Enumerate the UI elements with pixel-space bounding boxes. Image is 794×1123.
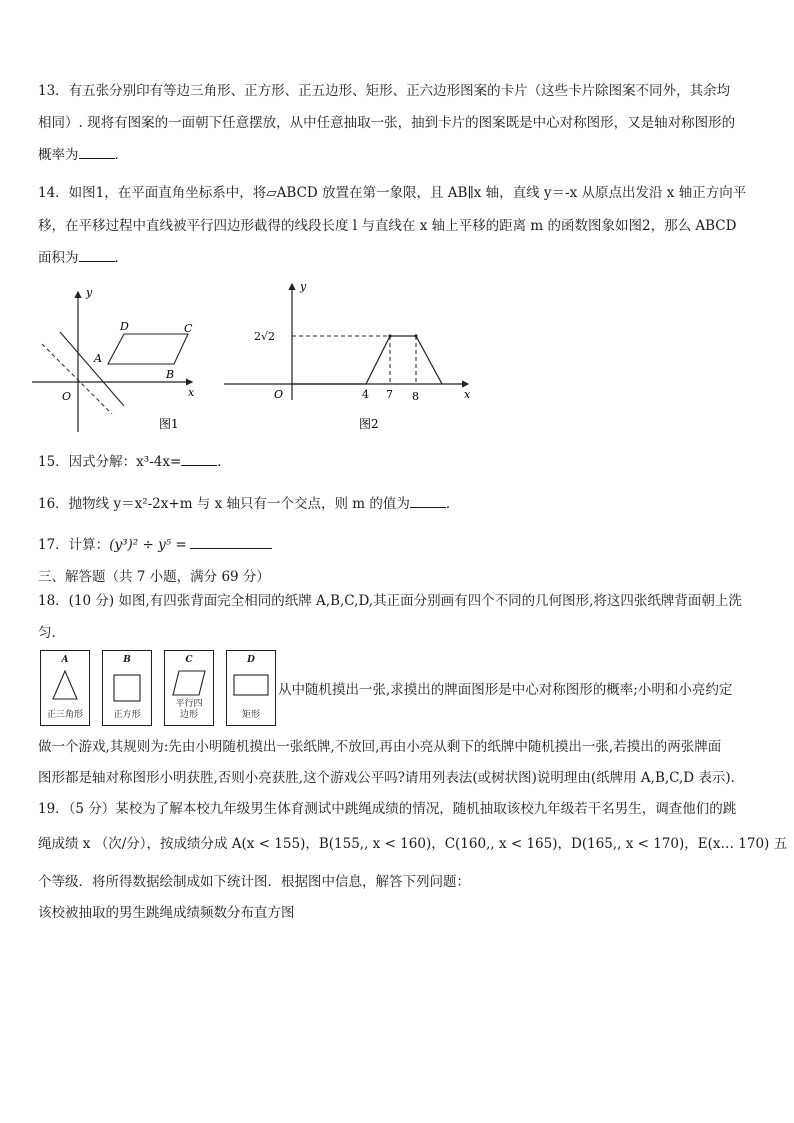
- q19-line2: 绳成绩 x （次/分），按成绩分成 A(x < 155)，B(155,, x < 160)，C(160,, x < 165)，D(165,, x < 170)，E(x… 170) 五: [38, 836, 788, 852]
- card-b-name: 正方形: [113, 710, 141, 720]
- fig1-label-o: O: [62, 390, 72, 403]
- q15-pre: 15．因式分解：x³-4x=: [38, 454, 182, 470]
- card-d-letter: D: [247, 655, 255, 665]
- fig2-xtick-8: 8: [412, 390, 419, 403]
- card-d-name: 矩形: [241, 710, 260, 720]
- q13-line3-post: ．: [114, 147, 128, 163]
- q18-line1: 18．(10 分) 如图,有四张背面完全相同的纸牌 A,B,C,D,其正面分别画有四个不同的几何图形,将这四张纸牌背面朝上洗: [38, 593, 742, 609]
- fig1-label-c: C: [184, 322, 193, 335]
- q19-line3: 个等级．将所得数据绘制成如下统计图．根据图中信息，解答下列问题：: [38, 874, 470, 890]
- card-a-name: 正三角形: [46, 710, 83, 720]
- q19-line1: 19．（5 分）某校为了解本校九年级男生体育测试中跳绳成绩的情况，随机抽取该校九年级若干名男生，调查他们的跳: [38, 801, 737, 817]
- fig1-label-y: y: [86, 286, 93, 299]
- card-d: [226, 650, 276, 726]
- q13-line3: [38, 146, 128, 164]
- q18-line5: 图形都是轴对称图形小明获胜,否则小亮获胜,这个游戏公平吗?请用列表法(或树状图)说明理由(纸牌用 A,B,C,D 表示).: [38, 770, 735, 786]
- answer-blank: [190, 548, 272, 549]
- parallelogram-abcd: [108, 334, 188, 364]
- q17-pre: 17．计算：: [38, 537, 110, 553]
- q15-post: ．: [217, 454, 231, 470]
- answer-blank: [181, 465, 217, 466]
- fig1-label-d: D: [120, 320, 129, 333]
- card-a: [40, 650, 90, 726]
- card-c-name: 平行四边形: [175, 699, 203, 720]
- q18-line2: 匀.: [38, 625, 56, 641]
- q18-line4: 做一个游戏,其规则为:先由小明随机摸出一张纸牌,不放回,再由小亮从剩下的纸牌中随机摸出一张,若摸出的两张牌面: [38, 739, 722, 755]
- q16-line: [38, 495, 459, 513]
- q13-line1: 13．有五张分别印有等边三角形、正方形、正五边形、矩形、正六边形图案的卡片（这些卡片除图案不同外，其余均: [38, 83, 731, 99]
- figure-1: [32, 282, 202, 432]
- q14-line3-post: ．: [114, 250, 128, 266]
- q16-pre: 16．抛物线 y＝x²-2x+m 与 x 轴只有一个交点，则 m 的值为: [38, 496, 410, 512]
- answer-blank: [79, 158, 115, 159]
- card-b-letter: B: [123, 655, 131, 665]
- answer-blank: [410, 507, 446, 508]
- q17-expr: (y³)² ÷ y⁵ =: [109, 537, 187, 553]
- fig1-label-x: x: [188, 386, 195, 399]
- answer-blank: [79, 261, 115, 262]
- q14-line3-pre: 面积为: [38, 250, 79, 266]
- section-3-title: 三、解答题（共 7 小题，满分 69 分）: [38, 569, 270, 585]
- q13-line2: 相同）. 现将有图案的一面朝下任意摆放，从中任意抽取一张，抽到卡片的图案既是中心对称图形，又是轴对称图形的: [38, 115, 736, 131]
- fig1-label-a: A: [94, 352, 102, 365]
- point: [388, 334, 391, 337]
- function-graph: [292, 336, 442, 384]
- q16-post: ．: [445, 496, 460, 512]
- q19-line4: 该校被抽取的男生跳绳成绩频数分布直方图: [38, 905, 295, 921]
- point: [414, 334, 417, 337]
- q13-line3-pre: 概率为: [38, 147, 79, 163]
- q15-line: [38, 453, 231, 471]
- card-b: [102, 650, 152, 726]
- fig1-label-b: B: [166, 368, 175, 381]
- fig1-caption: 图1: [159, 417, 179, 431]
- fig2-label-o: O: [274, 388, 284, 401]
- fig2-caption: 图2: [359, 417, 379, 431]
- q17-line: [38, 536, 272, 554]
- fig2-label-x: x: [464, 388, 471, 401]
- card-c-letter: C: [185, 655, 193, 665]
- q14-line2: 移，在平移过程中直线被平行四边形截得的线段长度 l 与直线在 x 轴上平移的距离 m 的函数图象如图2，那么 ABCD: [38, 218, 737, 234]
- q14-line3: [38, 249, 128, 267]
- card-a-letter: A: [61, 655, 69, 665]
- fig2-ytick: 2√2: [254, 330, 276, 343]
- q18-line3: 从中随机摸出一张,求摸出的牌面图形是中心对称图形的概率;小明和小亮约定: [278, 682, 733, 698]
- figure-2: [224, 280, 474, 432]
- fig2-xtick-7: 7: [386, 388, 393, 401]
- fig2-label-y: y: [300, 280, 307, 293]
- q14-line1: 14．如图1，在平面直角坐标系中，将▱ABCD 放置在第一象限，且 AB∥x 轴，直线 y＝-x 从原点出发沿 x 轴正方向平: [38, 185, 747, 201]
- card-c: [164, 650, 214, 726]
- fig2-xtick-4: 4: [362, 388, 369, 401]
